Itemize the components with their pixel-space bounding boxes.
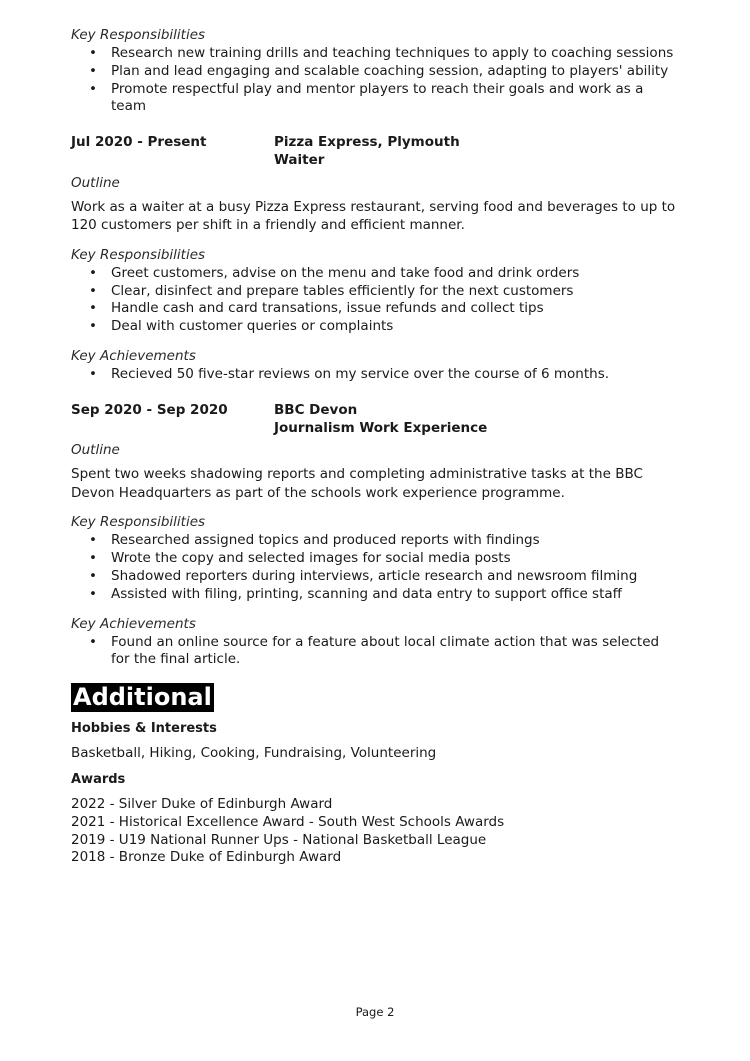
job-dates: Sep 2020 - Sep 2020: [71, 401, 228, 418]
job-header: [71, 402, 681, 438]
prev-responsibilities-list: [71, 45, 681, 116]
list-item: • Researched assigned topics and produced reports with findings: [111, 532, 681, 550]
job-dates: Jul 2020 - Present: [71, 134, 207, 151]
job-pizza-express: [71, 134, 681, 384]
responsibilities-list: [71, 265, 681, 336]
job-employer: BBC Devon: [274, 401, 358, 418]
job-employer: Pizza Express, Plymouth: [274, 134, 460, 151]
additional-section: [71, 669, 681, 867]
achievements-list: [71, 634, 681, 670]
achievements-label: Key Achievements: [71, 615, 196, 632]
section-title-additional: Additional: [73, 683, 212, 712]
job-title: Waiter: [274, 151, 325, 168]
list-item: • Handle cash and card transations, issue refunds and collect tips: [111, 300, 681, 318]
achievements-label: Key Achievements: [71, 347, 196, 364]
cv-page-2: [71, 26, 681, 867]
award-item: 2018 - Bronze Duke of Edinburgh Award: [71, 849, 342, 866]
list-item: • Plan and lead engaging and scalable coaching session, adapting to players' ability: [111, 63, 681, 81]
responsibilities-list: [71, 532, 681, 603]
hobbies-text: Basketball, Hiking, Cooking, Fundraising, Volunteering: [71, 745, 437, 762]
award-item: 2021 - Historical Excellence Award - South West Schools Awards: [71, 813, 505, 830]
list-item: • Assisted with filing, printing, scanning and data entry to support office staff: [111, 586, 681, 604]
outline-text: Work as a waiter at a busy Pizza Express restaurant, serving food and beverages to up to 120 customers per shift in a friendly and efficient manner.: [71, 198, 676, 234]
list-item: • Promote respectful play and mentor players to reach their goals and work as a team: [111, 81, 681, 117]
award-item: 2022 - Silver Duke of Edinburgh Award: [71, 795, 333, 812]
responsibilities-label: Key Responsibilities: [71, 246, 206, 263]
list-item: • Deal with customer queries or complaints: [111, 318, 681, 336]
prev-responsibilities-label: Key Responsibilities: [71, 27, 206, 43]
outline-label: Outline: [71, 174, 120, 191]
list-item: • Research new training drills and teaching techniques to apply to coaching sessions: [111, 45, 681, 63]
awards-list: [71, 796, 681, 867]
job-title: Journalism Work Experience: [274, 419, 488, 436]
achievements-list: [71, 366, 681, 384]
prev-role-section: [71, 26, 681, 116]
list-item: • Wrote the copy and selected images for social media posts: [111, 550, 681, 568]
list-item: • Clear, disinfect and prepare tables efficiently for the next customers: [111, 283, 681, 301]
outline-label: Outline: [71, 442, 120, 459]
job-header: [71, 134, 681, 170]
job-bbc-devon: [71, 402, 681, 669]
outline-text: Spent two weeks shadowing reports and completing administrative tasks at the BBC Devon Headquarters as part of the schools work experience programme.: [71, 466, 643, 501]
responsibilities-label: Key Responsibilities: [71, 514, 206, 531]
page-number: Page 2: [355, 1005, 395, 1019]
list-item: • Shadowed reporters during interviews, article research and newsroom filming: [111, 568, 681, 586]
list-item: • Recieved 50 five-star reviews on my service over the course of 6 months.: [111, 366, 681, 384]
hobbies-heading: Hobbies & Interests: [71, 721, 217, 737]
award-item: 2019 - U19 National Runner Ups - National Basketball League: [71, 831, 487, 848]
list-item: • Greet customers, advise on the menu and take food and drink orders: [111, 265, 681, 283]
awards-heading: Awards: [71, 771, 126, 787]
list-item: • Found an online source for a feature about local climate action that was selected for the final article.: [111, 634, 681, 670]
